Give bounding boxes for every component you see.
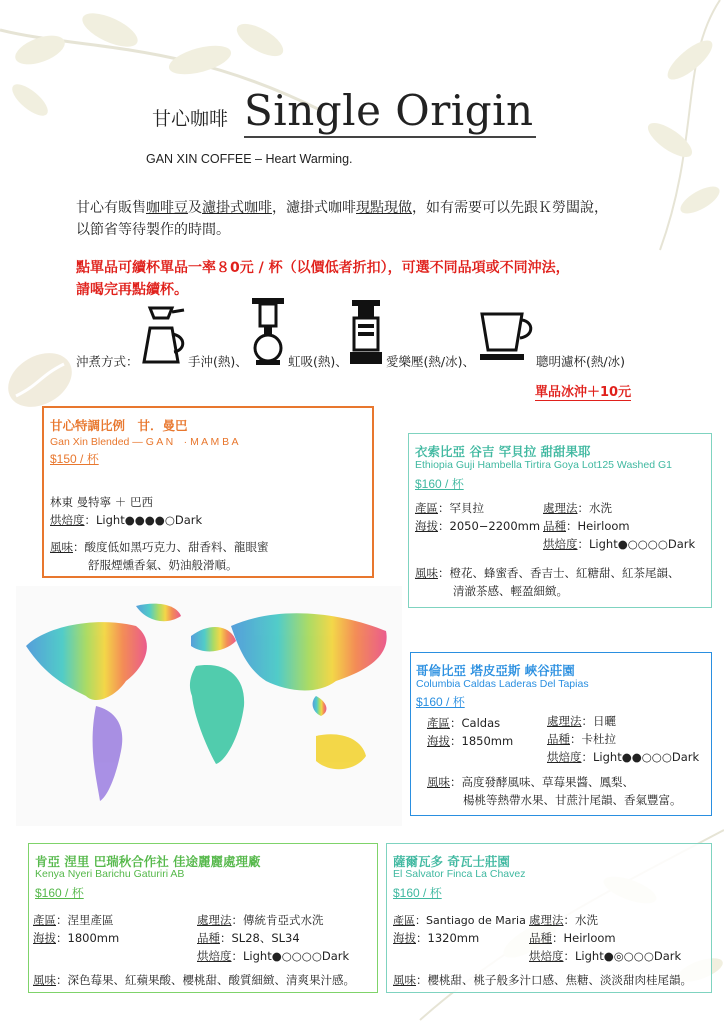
- product-english-name: El Salvator Finca La Chavez: [393, 868, 526, 880]
- flavor-label: 風味: [415, 566, 438, 580]
- process-value: ：水洗: [563, 913, 598, 927]
- intro-text: ，如有需要可以先跟Ｋ勞闆說，: [412, 200, 608, 216]
- altitude: [427, 733, 513, 749]
- variety: [529, 930, 616, 946]
- altitude: [415, 518, 540, 534]
- flavor-notes: [415, 564, 680, 600]
- product-card-ethiopia: [408, 433, 712, 608]
- origin-value: ：罕貝拉: [438, 501, 484, 515]
- product-price: $160 / 杯: [415, 477, 464, 491]
- product-price: $150 / 杯: [50, 452, 99, 466]
- flavor-label: 風味: [393, 973, 416, 987]
- altitude-label: 海拔: [427, 734, 450, 748]
- variety-label: 品種: [197, 931, 220, 945]
- altitude: [393, 930, 479, 946]
- product-name: 薩爾瓦多 奇瓦士莊園: [393, 854, 510, 869]
- flavor-line: 舒服煙燻香氣、奶油般滑順。: [88, 558, 238, 572]
- variety-value: ：卡杜拉: [570, 732, 616, 746]
- product-english-name: Ethiopia Guji Hambella Tirtira Goya Lot125 Washed G1: [415, 459, 672, 471]
- brew-method-siphon: 虹吸(熱)、: [288, 354, 348, 369]
- refill-promo: [76, 257, 656, 301]
- flavor-label: 風味: [33, 973, 56, 987]
- flavor-notes: [427, 773, 682, 809]
- intro-text: 以節省等待製作的時間。: [76, 222, 230, 238]
- process-label: 處理法: [529, 913, 564, 927]
- product-card-blend: [42, 406, 374, 578]
- product-price: $160 / 杯: [393, 886, 442, 900]
- flavor-notes: [50, 538, 269, 574]
- flavor-line: ：櫻桃甜、桃子般多汁口感、焦糖、淡淡甜肉桂尾韻。: [416, 973, 692, 987]
- flavor-label: 風味: [427, 775, 450, 789]
- flavor-line: 清澈茶感、輕盈細緻。: [453, 584, 568, 598]
- flavor-notes: [33, 972, 355, 988]
- altitude-value: ：1800mm: [56, 931, 120, 945]
- brew-method-aeropress: 愛樂壓(熱/冰)、: [386, 354, 475, 369]
- altitude-label: 海拔: [415, 519, 438, 533]
- flavor-line: ：深色莓果、紅蘋果酸、櫻桃甜、酸質細緻、清爽果汁感。: [56, 973, 355, 987]
- variety-value: ：SL28、SL34: [220, 931, 300, 945]
- product-price: $160 / 杯: [35, 886, 84, 900]
- aeropress-icon: [348, 298, 384, 366]
- subtitle: GAN XIN COFFEE – Heart Warming.: [146, 152, 353, 166]
- roast-label: 烘焙度: [50, 513, 85, 527]
- variety: [547, 731, 616, 747]
- product-english-name: Gan Xin Blended — G A N · M A M B A: [50, 436, 239, 448]
- product-card-el-salvador: [386, 843, 712, 993]
- altitude-value: ：2050−2200mm: [438, 519, 541, 533]
- origin: [427, 715, 500, 731]
- pour-over-kettle-icon: [142, 304, 188, 364]
- brew-method-clever: 聰明濾杯(熱/冰): [536, 354, 625, 369]
- intro-highlight-fresh: 現點現做: [356, 200, 412, 216]
- title-chinese: 甘心咖啡: [152, 108, 229, 130]
- product-name: 衣索比亞 谷吉 罕貝拉 甜甜果耶: [415, 444, 591, 459]
- origin-label: 產區: [415, 501, 438, 515]
- promo-line: 點單品可續杯單品一率８0元 / 杯（以價低者折扣），可選不同品項或不同沖法，: [76, 260, 570, 276]
- product-name: 甘心特調比例 甘．曼巴: [50, 418, 188, 433]
- altitude: [33, 930, 119, 946]
- process: [543, 500, 612, 516]
- flavor-line: 楊桃等熱帶水果、甘蔗汁尾韻、香氣豐富。: [463, 793, 682, 807]
- roast-level: [547, 749, 699, 765]
- origin-label: 產區: [33, 913, 56, 927]
- variety: [543, 518, 630, 534]
- roast-value: ：Light●◎○○○Dark: [563, 949, 682, 963]
- intro-text: 及: [188, 200, 202, 216]
- variety-label: 品種: [543, 519, 566, 533]
- origin-value: ：Caldas: [450, 716, 501, 730]
- process-value: ：水洗: [577, 501, 612, 515]
- flavor-line: ：酸度低如黑巧克力、甜香料、龍眼蜜: [73, 540, 269, 554]
- process-value: ：傳統肯亞式水洗: [231, 913, 324, 927]
- roast-value: ：Light●○○○○Dark: [231, 949, 350, 963]
- origin-value: ：涅里產區: [56, 913, 114, 927]
- process-label: 處理法: [547, 714, 582, 728]
- origin-value: ：Santiago de Maria: [415, 914, 526, 927]
- variety-label: 品種: [529, 931, 552, 945]
- altitude-label: 海拔: [33, 931, 56, 945]
- blend-beans: 林東 曼特寧 ＋ 巴西: [50, 495, 153, 509]
- roast-level: [529, 948, 681, 964]
- clever-dripper-icon: [478, 310, 536, 364]
- roast-level: [50, 512, 202, 528]
- process-label: 處理法: [197, 913, 232, 927]
- siphon-icon: [250, 296, 286, 366]
- intro-text: 甘心有販售: [76, 200, 146, 216]
- page-title: Single Origin: [244, 86, 536, 138]
- process: [197, 912, 324, 928]
- product-card-kenya: [28, 843, 378, 993]
- origin: [33, 912, 114, 928]
- flavor-line: ：橙花、蜂蜜香、香吉士、紅糖甜、紅茶尾韻、: [438, 566, 680, 580]
- product-price: $160 / 杯: [416, 695, 465, 709]
- altitude-label: 海拔: [393, 931, 416, 945]
- product-name: 哥倫比亞 塔皮亞斯 峽谷莊園: [416, 663, 575, 678]
- origin: [393, 912, 526, 928]
- flavor-line: ：高度發酵風味、草莓果醬、鳳梨、: [450, 775, 634, 789]
- process-label: 處理法: [543, 501, 578, 515]
- altitude-value: ：1320mm: [416, 931, 480, 945]
- roast-label: 烘焙度: [197, 949, 232, 963]
- variety-value: ：Heirloom: [566, 519, 630, 533]
- process: [529, 912, 598, 928]
- variety: [197, 930, 300, 946]
- brew-method-hand-drip: 手沖(熱)、: [188, 354, 248, 369]
- roast-level: [543, 536, 695, 552]
- promo-line: 請喝完再點續杯。: [76, 282, 188, 298]
- roast-level: [197, 948, 349, 964]
- brew-method-label: 沖煮方式：: [76, 354, 139, 369]
- product-english-name: Kenya Nyeri Barichu Gaturiri AB: [35, 868, 185, 880]
- origin: [415, 500, 484, 516]
- roast-value: ：Light●○○○○Dark: [577, 537, 696, 551]
- flavor-label: 風味: [50, 540, 73, 554]
- origin-label: 產區: [393, 914, 415, 927]
- world-map-illustration: [16, 586, 402, 826]
- roast-label: 烘焙度: [543, 537, 578, 551]
- intro-paragraph: [76, 197, 656, 241]
- altitude-value: ：1850mm: [450, 734, 514, 748]
- variety-label: 品種: [547, 732, 570, 746]
- roast-label: 烘焙度: [529, 949, 564, 963]
- origin-label: 產區: [427, 716, 450, 730]
- roast-value: ：Light●●●●○Dark: [84, 513, 203, 527]
- process: [547, 713, 616, 729]
- iced-surcharge-note: 單品冰沖＋10元: [535, 381, 631, 401]
- intro-text: ，濾掛式咖啡: [272, 200, 356, 216]
- intro-highlight-beans: 咖啡豆: [146, 200, 188, 216]
- product-name: 肯亞 涅里 巴瑞秋合作社 佳途麗麗處理廠: [35, 854, 261, 869]
- product-english-name: Columbia Caldas Laderas Del Tapias: [416, 678, 589, 690]
- intro-highlight-drip: 濾掛式咖啡: [202, 200, 272, 216]
- variety-value: ：Heirloom: [552, 931, 616, 945]
- flavor-notes: [393, 972, 692, 988]
- roast-label: 烘焙度: [547, 750, 582, 764]
- process-value: ：日曬: [581, 714, 616, 728]
- roast-value: ：Light●●○○○Dark: [581, 750, 700, 764]
- product-card-colombia: [410, 652, 712, 816]
